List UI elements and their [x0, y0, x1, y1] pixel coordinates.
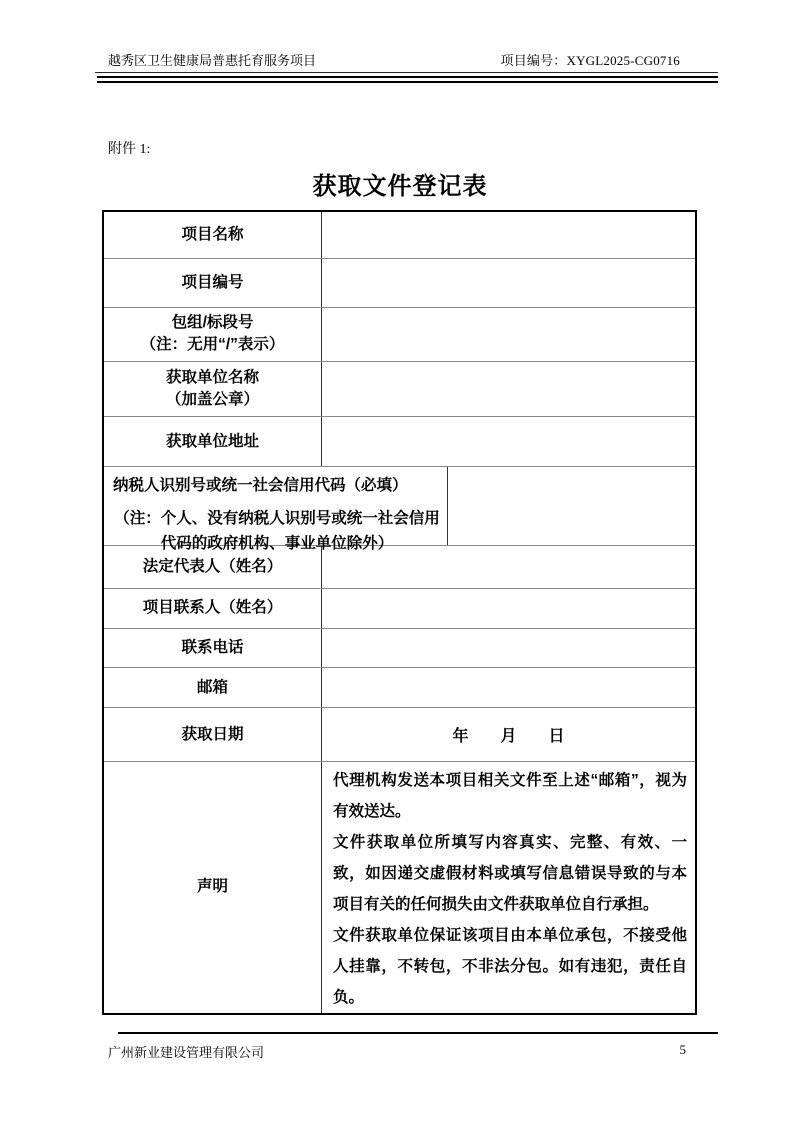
row-tax-id-value — [448, 467, 695, 545]
row-project-code — [104, 259, 695, 308]
row-declaration — [104, 762, 695, 1013]
footer-rule — [118, 1032, 718, 1034]
page-header — [95, 52, 718, 73]
footer-page-number: 5 — [679, 1042, 686, 1057]
row-unit-name — [104, 362, 695, 417]
row-contact-person-value — [322, 589, 695, 628]
row-project-name — [104, 212, 695, 259]
row-project-code-label: 项目编号 — [104, 259, 322, 307]
row-unit-address-label: 获取单位地址 — [104, 417, 322, 466]
row-phone-value — [322, 629, 695, 668]
row-declaration-value — [322, 762, 695, 1013]
row-unit-name-label — [104, 362, 322, 416]
row-package-no-value — [322, 308, 695, 362]
header-project-code: 项目编号：XYGL2025-CG0716 — [500, 53, 680, 68]
row-package-no-label — [104, 308, 322, 362]
row-legal-rep-label: 法定代表人（姓名） — [104, 546, 322, 588]
row-unit-address-value — [322, 417, 695, 466]
row-tax-id-label — [104, 467, 448, 552]
row-legal-rep-value — [322, 546, 695, 588]
unit-name-label-note: （加盖公章） — [165, 391, 259, 409]
package-no-label-note: （注：无用“/”表示） — [140, 336, 285, 354]
row-declaration-label: 声明 — [104, 762, 322, 1013]
header-double-rule — [97, 76, 718, 83]
package-no-label-line: 包组/标段号 — [171, 314, 254, 332]
row-acquire-date-value: 年 月 日 — [452, 728, 565, 746]
row-acquire-date-label: 获取日期 — [104, 708, 322, 761]
row-email-label: 邮箱 — [104, 668, 322, 707]
row-project-name-value — [322, 212, 695, 258]
row-tax-id — [104, 467, 695, 552]
row-email-value — [322, 668, 695, 707]
row-project-code-value — [322, 259, 695, 307]
unit-name-label-line: 获取单位名称 — [165, 369, 259, 387]
declaration-paragraph: 代理机构发送本项目相关文件至上述“邮箱”，视为有效送达。 — [333, 771, 687, 820]
header-project-title: 越秀区卫生健康局普惠托育服务项目 — [108, 53, 317, 68]
row-contact-person-label: 项目联系人（姓名） — [104, 589, 322, 628]
row-unit-name-value — [322, 362, 695, 416]
row-package-no — [104, 308, 695, 363]
page-title: 获取文件登记表 — [312, 173, 488, 200]
declaration-paragraph: 文件获取单位所填写内容真实、完整、有效、一致，如因递交虚假材料或填写信息错误导致的与本项目有关的任何损失由文件获取单位自行承担。 — [333, 833, 687, 913]
row-phone-label: 联系电话 — [104, 629, 322, 668]
row-legal-rep — [104, 546, 695, 589]
footer-company: 广州新业建设管理有限公司 — [108, 1045, 265, 1060]
row-email — [104, 668, 695, 708]
row-project-name-label: 项目名称 — [104, 212, 322, 258]
declaration-paragraph: 文件获取单位保证该项目由本单位承包，不接受他人挂靠，不转包，不非法分包。如有违犯，责任自负。 — [333, 926, 687, 1006]
tax-id-label-note: （注：个人、没有纳税人识别号或统一社会信用代码的政府机构、事业单位除外） — [114, 509, 440, 552]
row-acquire-date — [104, 708, 695, 762]
attachment-note: 附件 1: — [108, 142, 151, 157]
row-contact-person — [104, 589, 695, 629]
row-unit-address — [104, 417, 695, 467]
registration-table — [102, 210, 697, 1015]
row-phone — [104, 629, 695, 669]
tax-id-label-line: 纳税人识别号或统一社会信用代码（必填） — [113, 476, 408, 494]
page-footer — [108, 1042, 718, 1061]
